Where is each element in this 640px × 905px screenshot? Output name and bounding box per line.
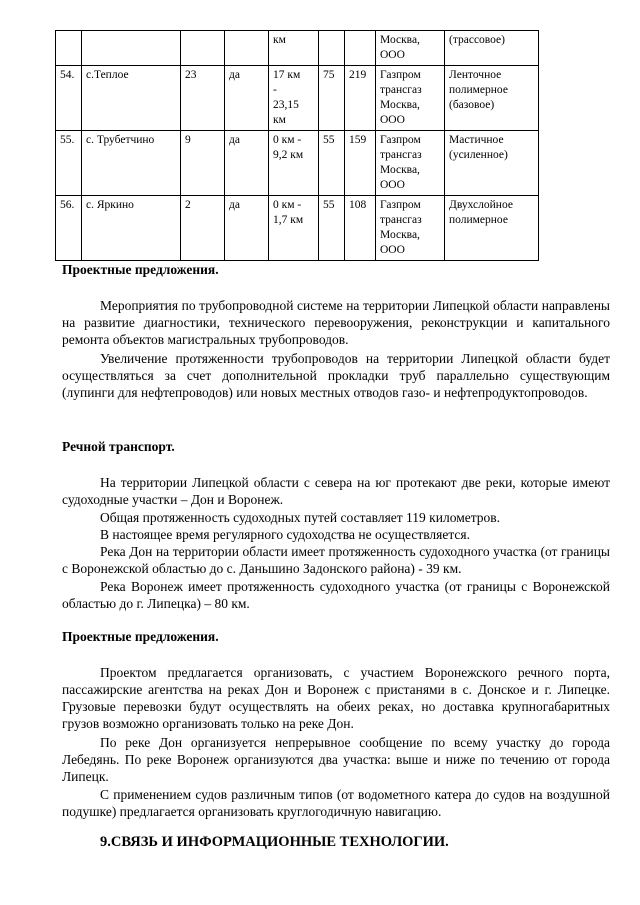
cell-settlement: с. Яркино xyxy=(82,196,181,261)
cell-length xyxy=(181,31,225,66)
paragraph: В настоящее время регулярного судоходства не осуществляется. xyxy=(100,527,470,542)
cell-diameter xyxy=(319,31,345,66)
cell-settlement: с.Теплое xyxy=(82,66,181,131)
cell-length: 2 xyxy=(181,196,225,261)
paragraph: С применением судов различным типов (от водометного катера до судов на воздушной подушке) предлагается организовать круглогодичную навигацию. xyxy=(62,787,610,819)
cell-pressure: 159 xyxy=(345,131,376,196)
paragraph: Река Дон на территории области имеет протяженность судоходного участка (от границы с Воронежской областью до с. Даньшино Задонского района) - 39 км. xyxy=(62,544,610,576)
cell-km: км xyxy=(269,31,319,66)
cell-pressure xyxy=(345,31,376,66)
cell-settlement xyxy=(82,31,181,66)
paragraph: По реке Дон организуется непрерывное сообщение по всему участку до города Лебедянь. По реке Воронеж организуются два участка: выше и ниже по течению от города Липецк. xyxy=(62,735,610,784)
table-row xyxy=(56,196,539,261)
paragraph: Мероприятия по трубопроводной системе на территории Липецкой области направлены на развитие диагностики, технического перевооружения, реконструкции и капитального ремонта объектов магистральных трубопроводов. xyxy=(62,298,610,347)
cell-owner: Газпром трансгаз Москва, ООО xyxy=(376,131,445,196)
cell-owner: Москва, ООО xyxy=(376,31,445,66)
paragraph: Общая протяженность судоходных путей составляет 119 километров. xyxy=(100,510,501,525)
cell-diameter: 55 xyxy=(319,196,345,261)
pipeline-table xyxy=(55,30,539,261)
heading-river-transport: Речной транспорт. xyxy=(62,439,175,454)
cell-owner: Газпром трансгаз Москва, ООО xyxy=(376,66,445,131)
paragraph: Река Воронеж имеет протяженность судоходного участка (от границы с Воронежской областью до г. Липецка) – 80 км. xyxy=(62,579,610,611)
cell-owner: Газпром трансгаз Москва, ООО xyxy=(376,196,445,261)
cell-insulation: Двухслойное полимерное xyxy=(445,196,539,261)
table-row xyxy=(56,31,539,66)
cell-diameter: 75 xyxy=(319,66,345,131)
cell-flag: да xyxy=(225,131,269,196)
cell-flag xyxy=(225,31,269,66)
cell-km: 0 км - 1,7 км xyxy=(269,196,319,261)
cell-length: 9 xyxy=(181,131,225,196)
table-row xyxy=(56,131,539,196)
paragraph: Увеличение протяженности трубопроводов на территории Липецкой области будет осуществляться за счет дополнительной прокладки труб параллельно существующим (лупинги для нефтепроводов) или новых местных отводов газо- и нефтепродуктопроводов. xyxy=(62,351,610,400)
cell-insulation: Ленточное полимерное (базовое) xyxy=(445,66,539,131)
cell-insulation: (трассовое) xyxy=(445,31,539,66)
cell-pressure: 108 xyxy=(345,196,376,261)
cell-km: 17 км - 23,15 км xyxy=(269,66,319,131)
cell-insulation: Мастичное (усиленное) xyxy=(445,131,539,196)
cell-number: 56. xyxy=(56,196,82,261)
paragraph: Проектом предлагается организовать, с участием Воронежского речного порта, пассажирские агентства на реках Дон и Воронеж с пристанями в с. Донское и г. Липецке. Грузовые перевозки будут осуществлять на обеих реках, но доставка крупногабаритных грузов возможно организовать только на реке Дон. xyxy=(62,665,610,731)
cell-diameter: 55 xyxy=(319,131,345,196)
cell-flag: да xyxy=(225,66,269,131)
cell-km: 0 км - 9,2 км xyxy=(269,131,319,196)
heading-proposals-river: Проектные предложения. xyxy=(62,629,219,644)
cell-number: 55. xyxy=(56,131,82,196)
cell-length: 23 xyxy=(181,66,225,131)
table-row xyxy=(56,66,539,131)
cell-flag: да xyxy=(225,196,269,261)
cell-pressure: 219 xyxy=(345,66,376,131)
section-title: 9.СВЯЗЬ И ИНФОРМАЦИОННЫЕ ТЕХНОЛОГИИ. xyxy=(100,834,449,850)
paragraph: На территории Липецкой области с севера на юг протекают две реки, которые имеют судоходные участки – Дон и Воронеж. xyxy=(62,475,610,507)
cell-number: 54. xyxy=(56,66,82,131)
heading-proposals-pipelines: Проектные предложения. xyxy=(62,262,219,277)
cell-number xyxy=(56,31,82,66)
cell-settlement: с. Трубетчино xyxy=(82,131,181,196)
